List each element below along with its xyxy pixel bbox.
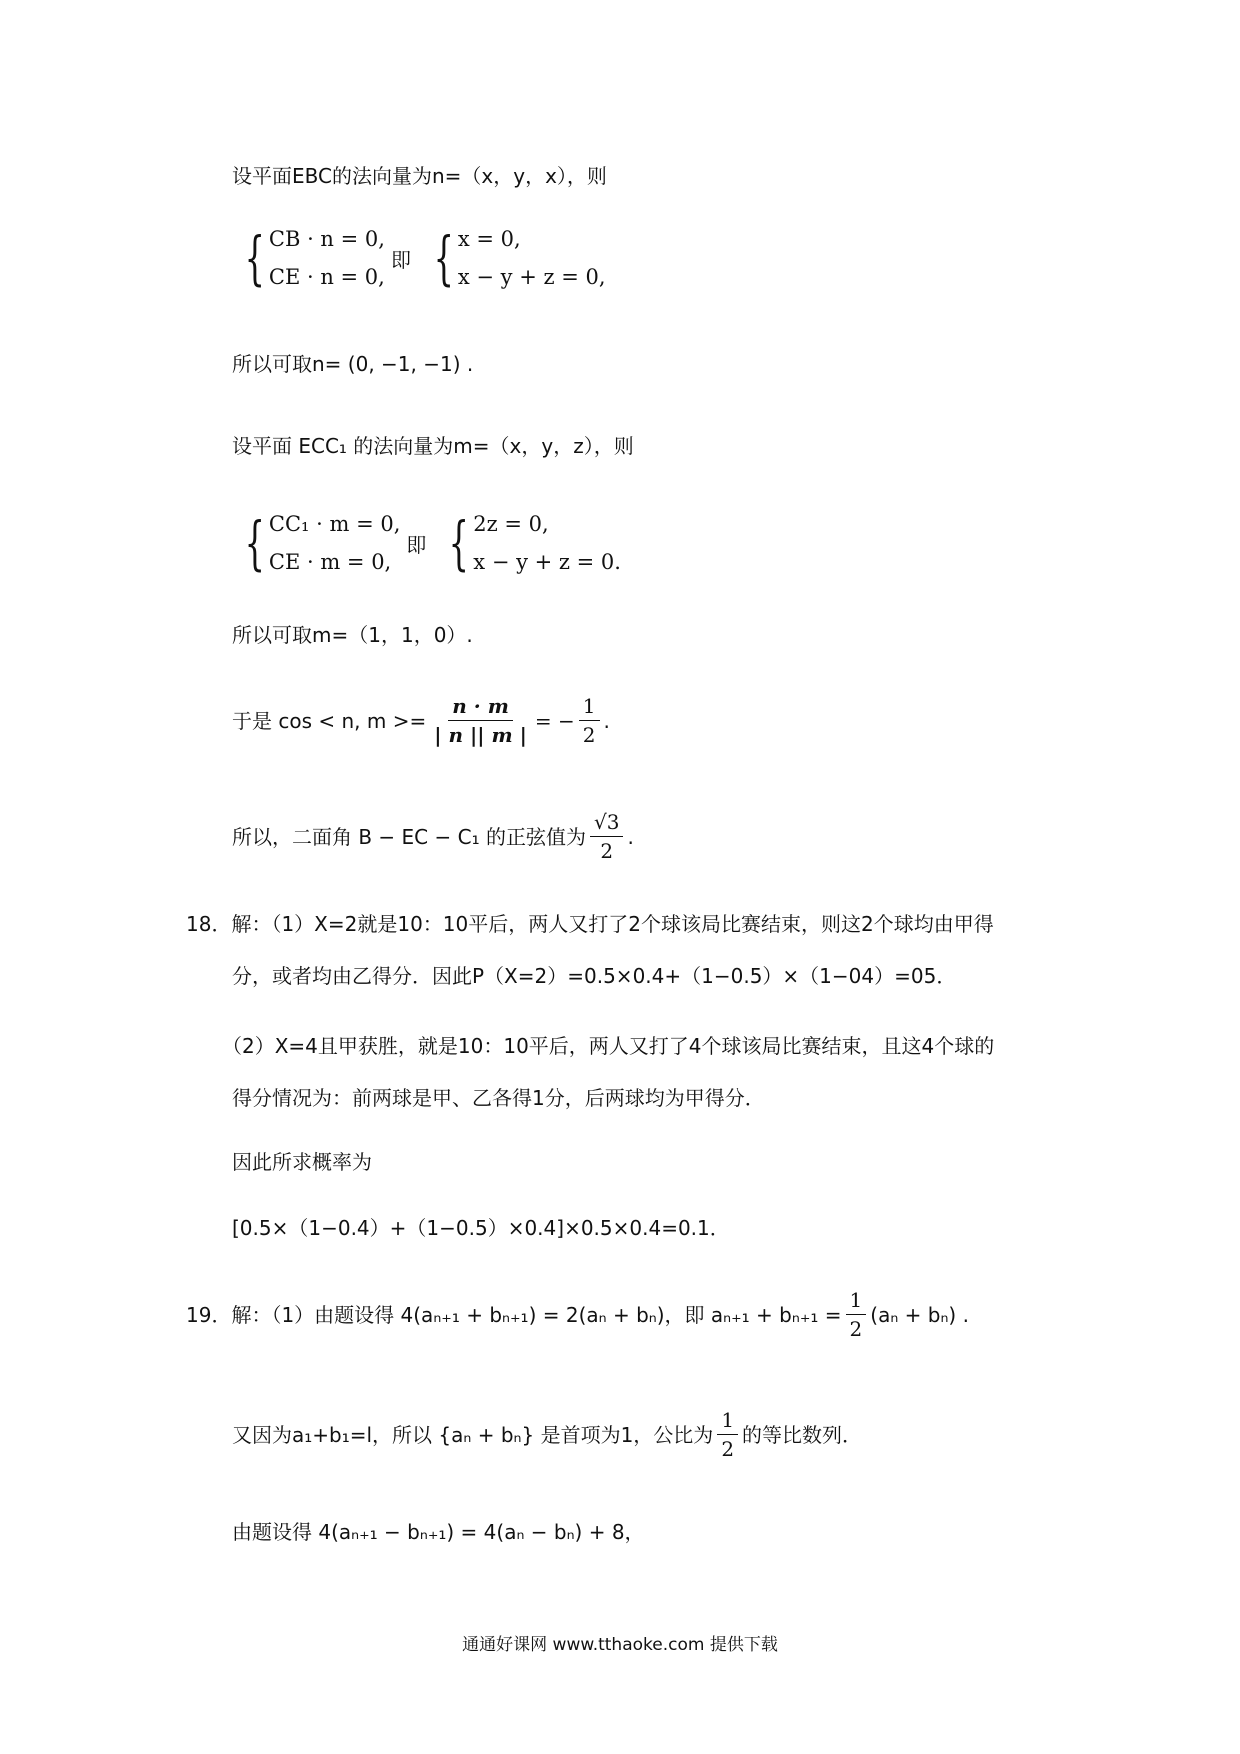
question-19-line: 由题设得 4(aₙ₊₁ − bₙ₊₁) = 4(aₙ − bₙ) + 8， — [232, 1520, 645, 1544]
system-connector: 即 — [390, 247, 411, 272]
fraction — [430, 694, 531, 747]
line-prefix: 又因为a₁+b₁=l，所以 {aₙ + bₙ} 是首项为1，公比为 — [232, 1422, 714, 1447]
question-19-line — [232, 1408, 862, 1461]
text-line: 设平面EBC的法向量为n=（x，y，x），则 — [232, 164, 607, 188]
system-row: 2z = 0, — [473, 512, 549, 536]
left-brace: { — [244, 224, 265, 292]
right-brace: { — [448, 509, 470, 577]
numerator: 1 — [846, 1288, 867, 1315]
right-brace: { — [433, 224, 454, 292]
system-connector: 即 — [406, 532, 427, 557]
fraction — [590, 810, 623, 863]
question-18-line: 18．解：（1）X=2就是10：10平后，两人又打了2个球该局比赛结束，则这2个球均由甲得 — [186, 912, 994, 936]
denominator: | n || m | — [434, 723, 527, 747]
question-18-line: 分，或者均由乙得分．因此P（X=2）=0.5×0.4+（1−0.5）×（1−04）=05． — [232, 964, 957, 988]
cosine-formula — [232, 694, 610, 747]
numerator: √3 — [590, 810, 623, 837]
system-row: x = 0, — [457, 227, 521, 251]
result-suffix: . — [627, 824, 634, 849]
system-row: CB · n = 0, — [268, 227, 385, 251]
line-prefix: 19．解：（1）由题设得 4(aₙ₊₁ + bₙ₊₁) = 2(aₙ + bₙ)，即 aₙ₊₁ + bₙ₊₁ = — [186, 1302, 842, 1327]
numerator: 1 — [717, 1408, 738, 1435]
denominator: 2 — [849, 1317, 863, 1341]
page-footer: 通通好课网 www.tthaoke.com 提供下载 — [462, 1635, 778, 1655]
fraction — [717, 1408, 738, 1461]
line-suffix: 的等比数列． — [742, 1422, 863, 1447]
numerator: 1 — [579, 694, 600, 721]
text-line: 设平面 ECC₁ 的法向量为m=（x，y，z），则 — [232, 434, 634, 458]
numerator: n · m — [448, 694, 513, 721]
fraction — [579, 694, 600, 747]
denominator: 2 — [721, 1437, 735, 1461]
sine-result — [232, 810, 634, 863]
denominator: 2 — [582, 723, 596, 747]
question-18-line: （2）X=4且甲获胜，就是10：10平后，两人又打了4个球该局比赛结束，且这4个球的 — [222, 1034, 995, 1058]
system-row: x − y + z = 0. — [473, 550, 621, 574]
system-row: CC₁ · m = 0, — [268, 512, 401, 536]
system-row: CE · m = 0, — [268, 550, 392, 574]
equation-system-1 — [228, 220, 606, 296]
result-prefix: 所以，二面角 B − EC − C₁ 的正弦值为 — [232, 824, 586, 849]
question-18-line: 因此所求概率为 — [232, 1150, 372, 1174]
formula-suffix: . — [603, 708, 610, 733]
formula-mid: = − — [534, 708, 575, 733]
fraction — [846, 1288, 867, 1341]
denominator: 2 — [600, 839, 614, 863]
system-row: x − y + z = 0, — [457, 265, 606, 289]
formula-prefix: 于是 cos < n, m >= — [232, 708, 427, 733]
text-line: 所以可取n= (0, −1, −1) . — [232, 352, 474, 376]
left-brace: { — [244, 509, 265, 577]
equation-system-2 — [228, 505, 621, 581]
text-line: 所以可取m=（1，1，0）. — [232, 623, 473, 647]
line-suffix: (aₙ + bₙ) . — [870, 1302, 969, 1327]
question-19-line — [186, 1288, 969, 1341]
question-18-line: 得分情况为：前两球是甲、乙各得1分，后两球均为甲得分． — [232, 1086, 765, 1110]
system-row: CE · n = 0, — [268, 265, 385, 289]
question-18-line: [0.5×（1−0.4）+（1−0.5）×0.4]×0.5×0.4=0.1． — [232, 1216, 730, 1240]
